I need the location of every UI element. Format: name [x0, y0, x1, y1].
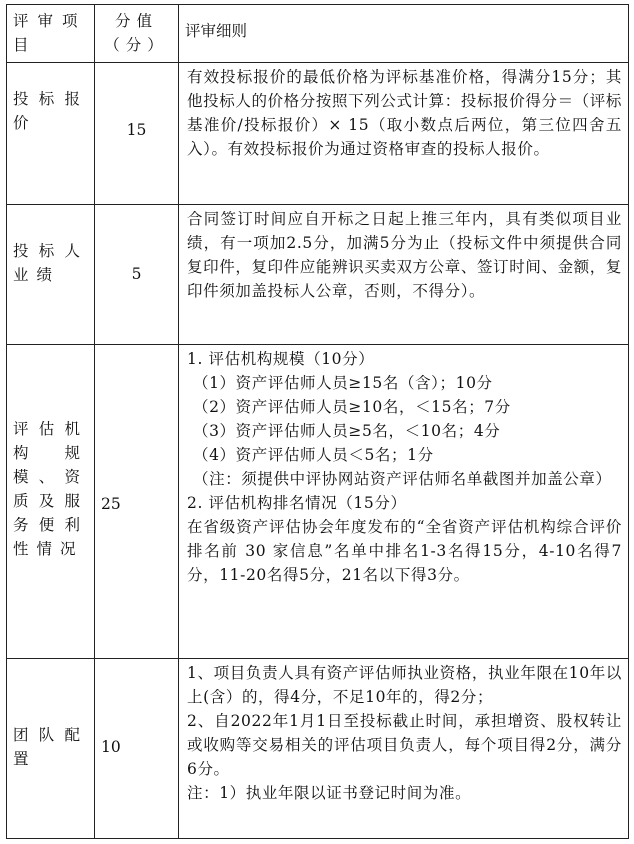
- detail-line: 2. 评估机构排名情况（15分）: [187, 494, 407, 512]
- table-header-row: [7, 5, 629, 63]
- row-score: 15: [95, 63, 179, 205]
- row-detail: [179, 205, 629, 345]
- table-row: [7, 205, 629, 345]
- row-item: 投标人业绩: [7, 205, 95, 345]
- scoring-table: [6, 4, 629, 839]
- header-detail: 评审细则: [179, 5, 629, 63]
- detail-line: （3）资产评估师人员≥5名，＜10名；4分: [193, 422, 501, 440]
- table-row: [7, 345, 629, 659]
- row-item: 投标报价: [7, 63, 95, 205]
- row-detail: [179, 659, 629, 839]
- row-score: 5: [95, 205, 179, 345]
- row-item: 团队配置: [7, 659, 95, 839]
- table-row: [7, 63, 629, 205]
- detail-line: 1. 评估机构规模（10分）: [187, 350, 375, 368]
- row-item: 评估机构规模、资质及服务便利性情况: [7, 345, 95, 659]
- row-score: 25: [95, 345, 179, 659]
- detail-line: 1、项目负责人具有资产评估师执业资格，执业年限在10年以上(含）的，得4分，不足10年的，得2分；: [187, 664, 622, 706]
- detail-line: （4）资产评估师人员＜5名；1分: [193, 446, 434, 464]
- detail-line: （2）资产评估师人员≥10名，＜15名；7分: [193, 398, 511, 416]
- header-item: 评审项目: [7, 5, 95, 63]
- row-detail: [179, 345, 629, 659]
- row-detail: [179, 63, 629, 205]
- detail-line: 在省级资产评估协会年度发布的“全省资产评估机构综合评价排名前 30 家信息”名单中排名1-3名得15分，4-10名得7分，11-20名得5分，21名以下得3分。: [187, 518, 622, 584]
- detail-line: 有效投标报价的最低价格为评标基准价格，得满分15分；其他投标人的价格分按照下列公式计算：投标报价得分＝（评标基准价/投标报价）× 15（取小数点后两位，第三位四舍五入）。有效投标报价为通过资格审查的投标人报价。: [187, 68, 622, 158]
- detail-line: 2、自2022年1月1日至投标截止时间，承担增资、股权转让或收购等交易相关的评估项目负责人，每个项目得2分，满分6分。: [187, 712, 622, 778]
- row-score: 10: [95, 659, 179, 839]
- detail-line: （注：须提供中评协网站资产评估师名单截图并加盖公章）: [193, 470, 612, 488]
- detail-line: 注：1）执业年限以证书登记时间为准。: [187, 784, 472, 802]
- detail-line: （1）资产评估师人员≥15名（含）；10分: [193, 374, 493, 392]
- table-row: [7, 659, 629, 839]
- detail-line: 合同签订时间应自开标之日起上推三年内，具有类似项目业绩，有一项加2.5分，加满5分为止（投标文件中须提供合同复印件，复印件应能辨识买卖双方公章、签订时间、金额，复印件须加盖投标人公章，否则，不得分）。: [187, 210, 622, 300]
- header-score: 分值（分）: [95, 5, 179, 63]
